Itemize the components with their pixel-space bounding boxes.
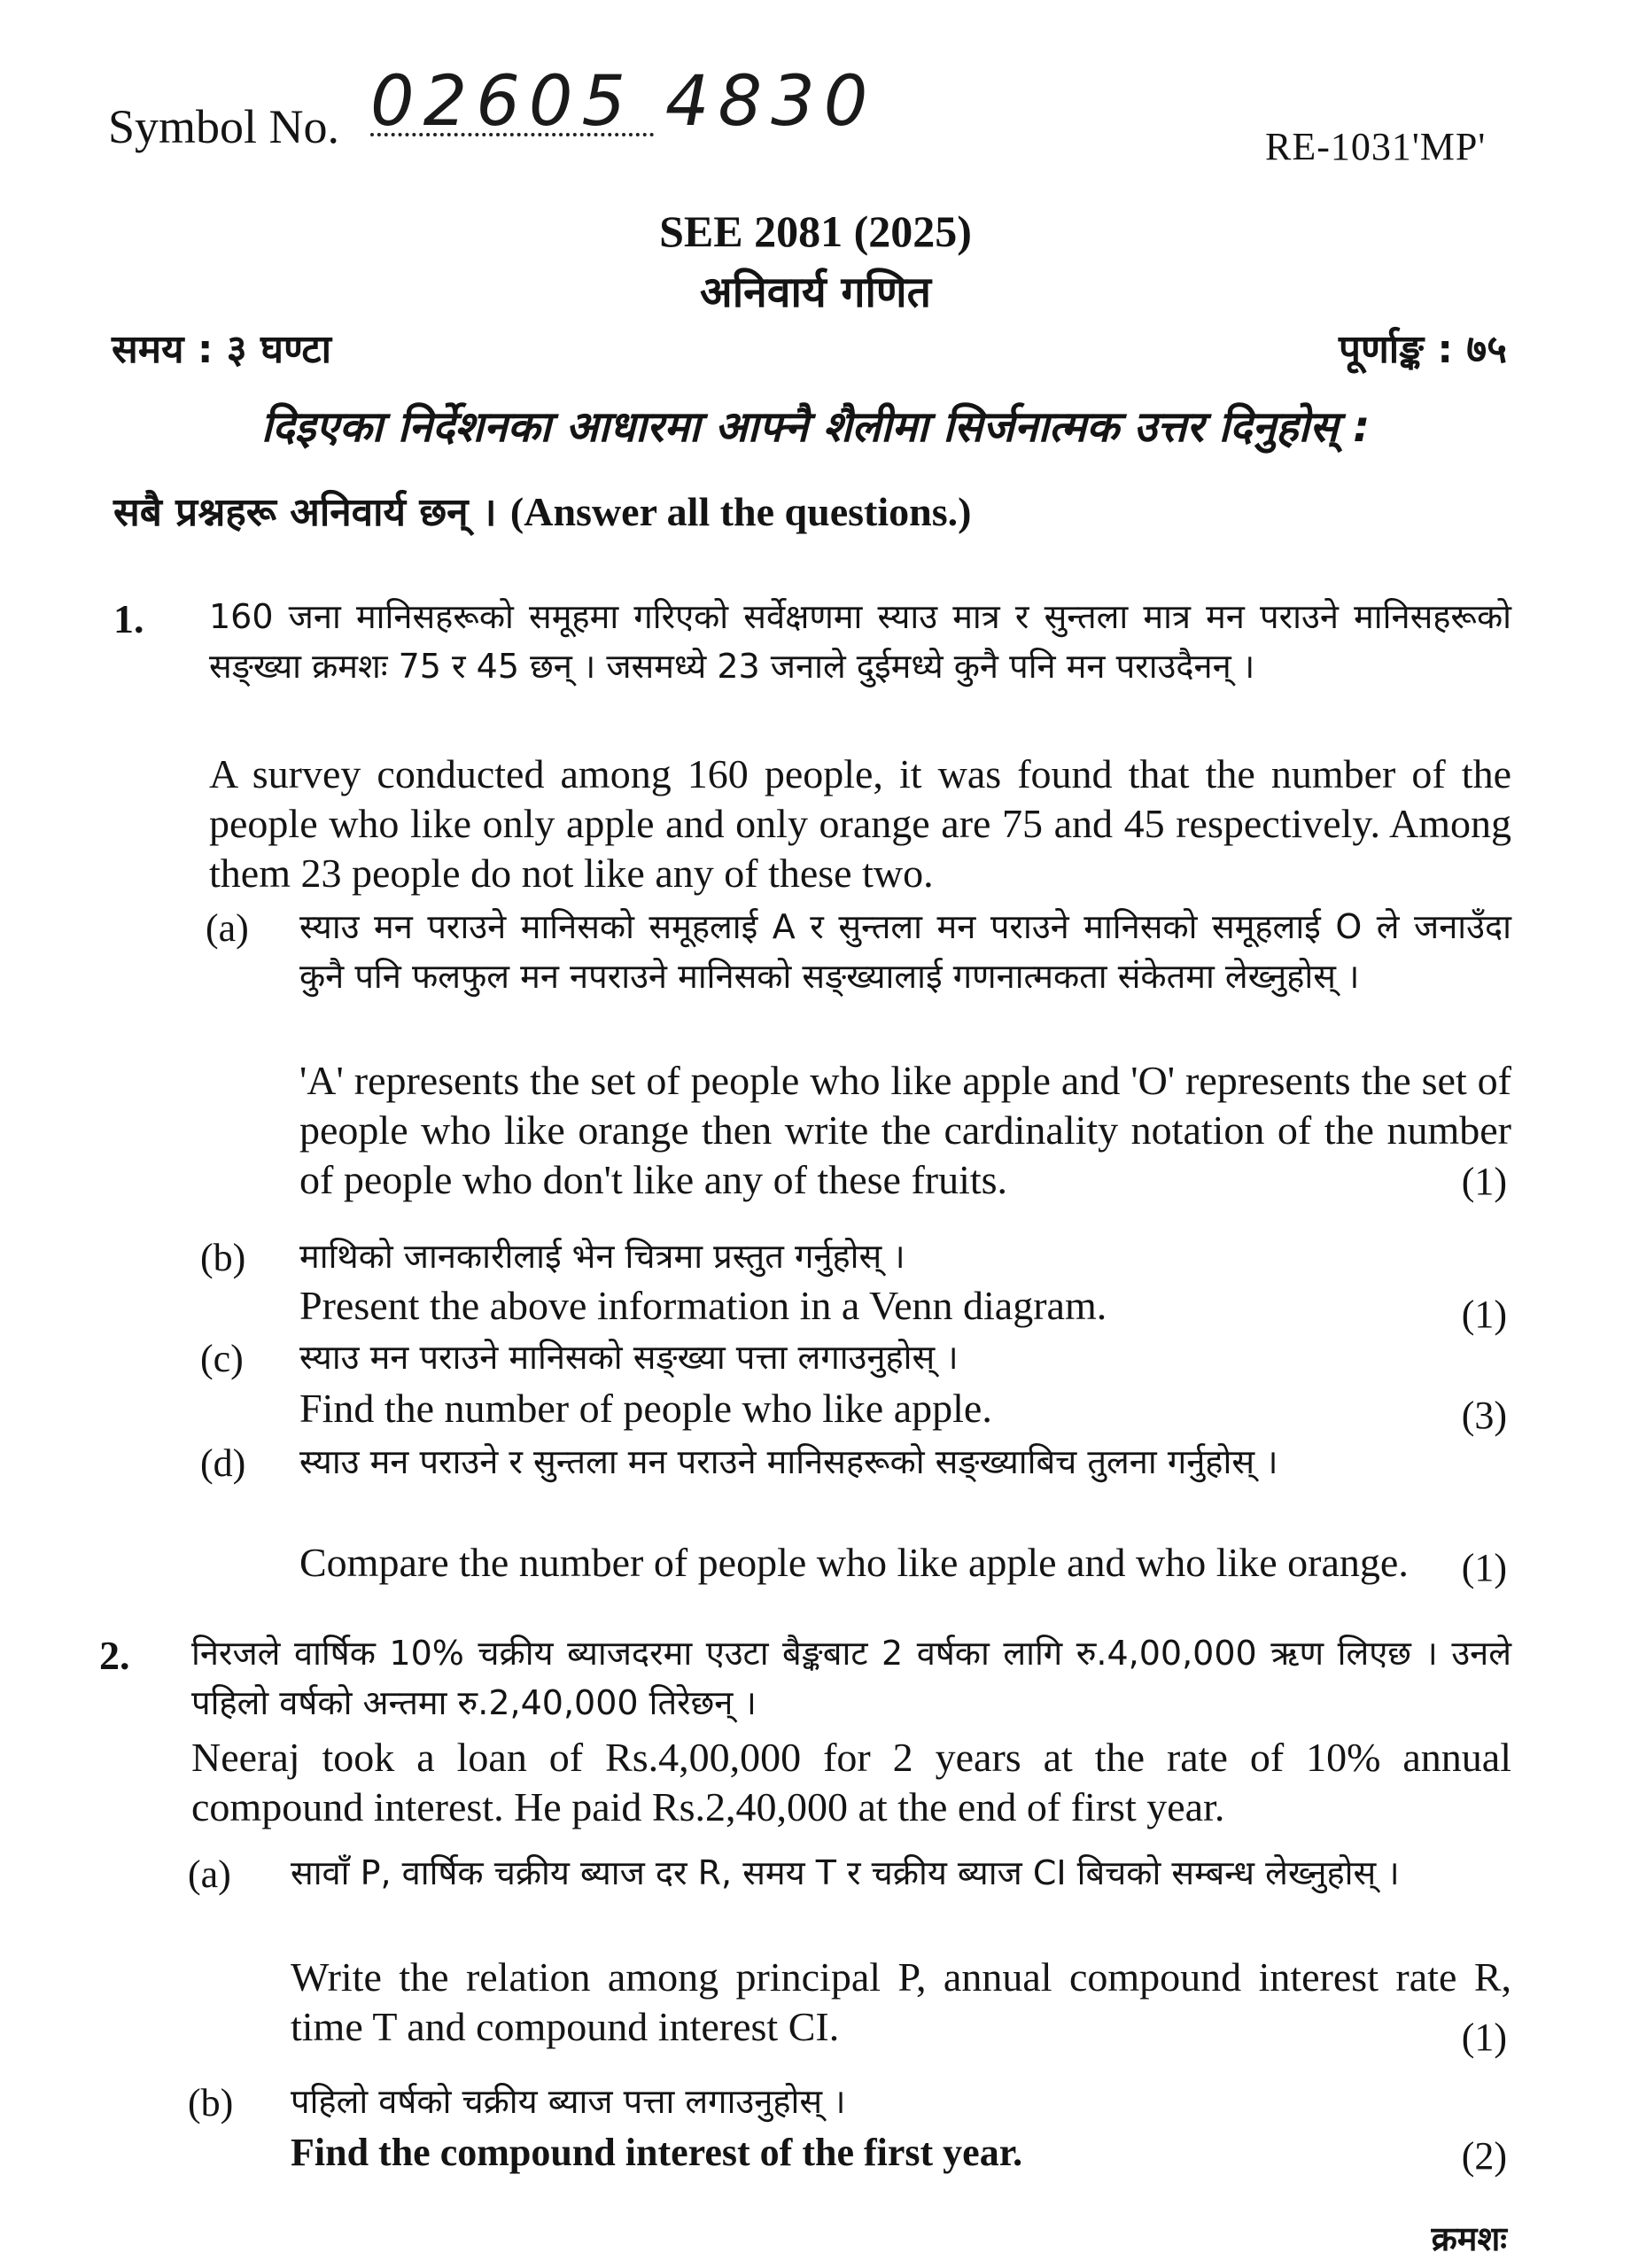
time-allowed: समय : ३ घण्टा bbox=[112, 327, 331, 372]
general-instruction: दिइएका निर्देशनका आधारमा आफ्नै शैलीमा सिर्जनात्मक उत्तर दिनुहोस् : bbox=[260, 402, 1371, 452]
all-questions-compulsory bbox=[113, 484, 971, 537]
q1-part-b-english: Present the above information in a Venn diagram. bbox=[299, 1283, 1107, 1328]
symbol-number-handwritten: 02605 4830 bbox=[370, 62, 877, 142]
question-1-nepali: 160 जना मानिसहरूको समूहमा गरिएको सर्वेक्षणमा स्याउ मात्र र सुन्तला मात्र मन पराउने मानिसहरूको सङ्ख्या क्रमशः 75 र 45 छन् । जसमध्ये 23 जनाले दुईमध्ये कुनै पनि मन पराउदैनन् । bbox=[209, 597, 1511, 686]
q2-part-a-label: (a) bbox=[188, 1852, 231, 1896]
q2-part-b-marks: (2) bbox=[1461, 2134, 1507, 2178]
q2-part-a-marks: (1) bbox=[1461, 2016, 1507, 2059]
symbol-number-label: Symbol No. bbox=[108, 100, 340, 153]
question-2-nepali: निरजले वार्षिक 10% चक्रीय ब्याजदरमा एउटा बैङ्कबाट 2 वर्षका लागि रु.4,00,000 ऋण लिएछ । उनले पहिलो वर्षको अन्तमा रु.2,40,000 तिरेछन् । bbox=[191, 1634, 1511, 1722]
subject-title: अनिवार्य गणित bbox=[700, 268, 931, 317]
q2-part-b-nepali: पहिलो वर्षको चक्रीय ब्याज पत्ता लगाउनुहोस् । bbox=[291, 2082, 846, 2121]
full-marks: पूर्णाङ्क : ७५ bbox=[1338, 327, 1507, 372]
q1-part-d-english: Compare the number of people who like apple and who like orange. bbox=[299, 1540, 1409, 1585]
symbol-number-dotted-line bbox=[370, 133, 654, 136]
q1-part-a-nepali: स्याउ मन पराउने मानिसको समूहलाई A र सुन्तला मन पराउने मानिसको समूहलाई O ले जनाउँदा कुनै पनि फलफुल मन नपराउने मानिसको सङ्ख्यालाई गणनात्मकता संकेतमा लेख्नुहोस् । bbox=[299, 907, 1511, 996]
q1-part-c-marks: (3) bbox=[1461, 1394, 1507, 1437]
question-1-english: A survey conducted among 160 people, it was found that the number of the people who like only apple and only orange are 75 and 45 respectively. Among them 23 people do not like any of these two. bbox=[209, 751, 1511, 896]
q1-part-c-english: Find the number of people who like apple. bbox=[299, 1386, 992, 1431]
q1-part-b-label: (b) bbox=[200, 1236, 246, 1279]
question-1-number: 1. bbox=[113, 596, 144, 641]
q1-part-a-english: 'A' represents the set of people who like apple and 'O' represents the set of people who like orange then write the cardinality notation of the number of people who don't like any of these fruits. bbox=[299, 1058, 1511, 1202]
q1-part-b-marks: (1) bbox=[1461, 1293, 1507, 1336]
q1-part-c-label: (c) bbox=[200, 1337, 244, 1380]
q1-part-a-marks: (1) bbox=[1461, 1160, 1507, 1203]
question-2-english: Neeraj took a loan of Rs.4,00,000 for 2 years at the rate of 10% annual compound interest. He paid Rs.2,40,000 at the end of first year. bbox=[191, 1735, 1511, 1829]
q1-part-d-label: (d) bbox=[200, 1441, 246, 1485]
q2-part-a-nepali: सावाँ P, वार्षिक चक्रीय ब्याज दर R, समय T र चक्रीय ब्याज CI बिचको सम्बन्ध लेख्नुहोस् । bbox=[291, 1853, 1400, 1892]
continued-marker: क्रमशः bbox=[1431, 2219, 1507, 2258]
q1-part-d-marks: (1) bbox=[1461, 1546, 1507, 1589]
q1-part-b-nepali: माथिको जानकारीलाई भेन चित्रमा प्रस्तुत गर्नुहोस् । bbox=[299, 1237, 905, 1276]
q2-part-b-english: Find the compound interest of the first year. bbox=[291, 2131, 1023, 2174]
question-2-number: 2. bbox=[99, 1633, 130, 1678]
q1-part-a-label: (a) bbox=[206, 906, 249, 950]
q1-part-c-nepali: स्याउ मन पराउने मानिसको सङ्ख्या पत्ता लगाउनुहोस् । bbox=[299, 1338, 959, 1377]
q2-part-a-english: Write the relation among principal P, annual compound interest rate R, time T and compound interest CI. bbox=[291, 1954, 1511, 2049]
q2-part-b-label: (b) bbox=[188, 2081, 234, 2124]
exam-title: SEE 2081 (2025) bbox=[659, 206, 972, 256]
q1-part-d-nepali: स्याउ मन पराउने र सुन्तला मन पराउने मानिसहरूको सङ्ख्याबिच तुलना गर्नुहोस् । bbox=[299, 1442, 1278, 1481]
paper-code: RE-1031'MP' bbox=[1265, 125, 1487, 168]
all-compulsory-en: (Answer all the questions.) bbox=[509, 489, 972, 534]
all-compulsory-np: सबै प्रश्नहरू अनिवार्य छन् । bbox=[113, 490, 497, 535]
